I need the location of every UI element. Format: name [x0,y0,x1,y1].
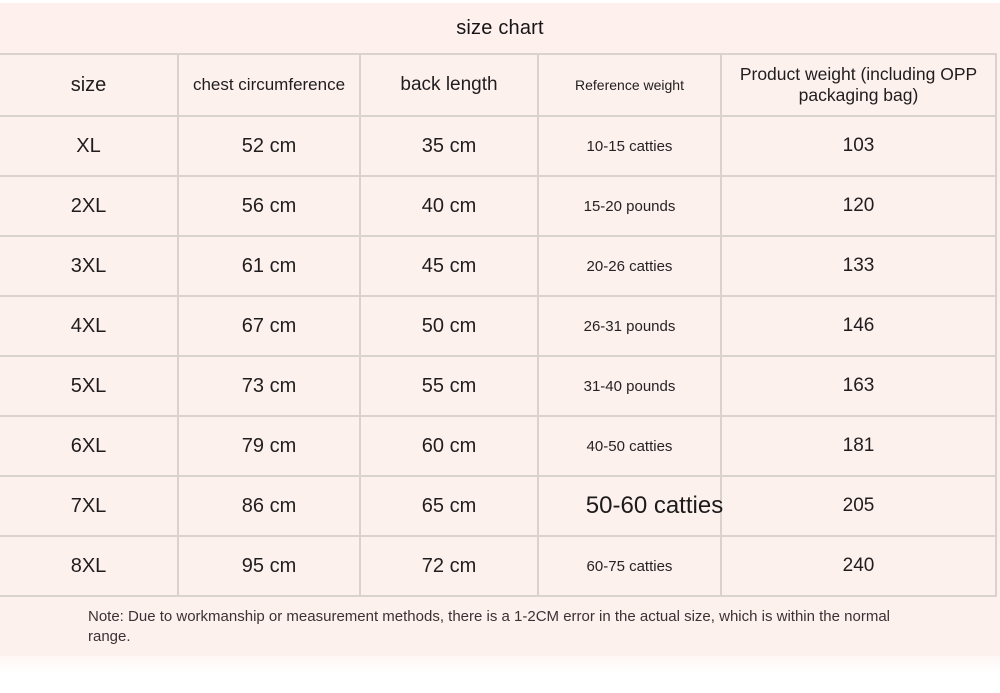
size-cell: 7XL [0,476,178,536]
product-weight-cell: 133 [721,236,996,296]
reference-weight-value: 60-75 catties [586,557,673,575]
back-length-cell: 55 cm [360,356,538,416]
size-cell: 4XL [0,296,178,356]
size-chart-sheet [0,3,1000,656]
reference-weight-cell [538,296,721,356]
chest-circumference-cell: 86 cm [178,476,360,536]
table-row [0,236,996,296]
product-weight-cell: 163 [721,356,996,416]
reference-weight-value: 50-60 catties [585,492,724,519]
size-cell: 3XL [0,236,178,296]
reference-weight-cell [538,476,724,536]
reference-weight-cell [538,236,721,296]
back-length-cell: 40 cm [360,176,538,236]
chest-circumference-cell: 67 cm [178,296,360,356]
back-length-cell: 50 cm [360,296,538,356]
back-length-cell: 72 cm [360,536,538,596]
product-weight-cell: 240 [721,536,996,596]
table-header [0,54,996,116]
size-chart-table [0,53,997,597]
table-row [0,476,996,536]
chest-circumference-cell: 79 cm [178,416,360,476]
page-title: size chart [456,16,544,39]
table-row [0,116,996,176]
chest-circumference-cell: 73 cm [178,356,360,416]
reference-weight-value: 40-50 catties [586,437,673,455]
reference-weight-cell [538,416,721,476]
product-weight-cell: 205 [721,476,996,536]
table-row [0,296,996,356]
size-cell: XL [0,116,178,176]
chest-circumference-cell: 61 cm [178,236,360,296]
column-header-back-length: back length [360,54,538,116]
size-cell: 8XL [0,536,178,596]
note-text: Note: Due to workmanship or measurement methods, there is a 1-2CM error in the actual size, which is within the normal range. [0,597,1000,656]
product-weight-cell: 103 [721,116,996,176]
column-header-chest: chest circumference [178,54,360,116]
reference-weight-value: 10-15 catties [586,137,673,155]
size-cell: 2XL [0,176,178,236]
reference-weight-cell [538,356,721,416]
chest-circumference-cell: 95 cm [178,536,360,596]
reference-weight-value: 15-20 pounds [583,197,676,215]
column-header-size: size [0,54,178,116]
table-row [0,536,996,596]
reference-weight-value: 26-31 pounds [583,317,676,335]
column-header-reference-weight: Reference weight [538,54,721,116]
table-row [0,416,996,476]
size-cell: 5XL [0,356,178,416]
product-weight-cell: 181 [721,416,996,476]
reference-weight-cell [538,536,721,596]
chest-circumference-cell: 52 cm [178,116,360,176]
reference-weight-value: 31-40 pounds [583,377,676,395]
product-weight-cell: 120 [721,176,996,236]
column-header-product-weight: Product weight (including OPP packaging bag) [721,54,996,116]
table-body [0,116,996,596]
reference-weight-cell [538,116,721,176]
footer-whitespace [0,656,1000,693]
back-length-cell: 35 cm [360,116,538,176]
chest-circumference-cell: 56 cm [178,176,360,236]
product-weight-cell: 146 [721,296,996,356]
size-cell: 6XL [0,416,178,476]
reference-weight-cell [538,176,721,236]
reference-weight-value: 20-26 catties [586,257,673,275]
table-row [0,176,996,236]
back-length-cell: 65 cm [360,476,538,536]
back-length-cell: 60 cm [360,416,538,476]
back-length-cell: 45 cm [360,236,538,296]
header-row [0,54,996,116]
table-row [0,356,996,416]
